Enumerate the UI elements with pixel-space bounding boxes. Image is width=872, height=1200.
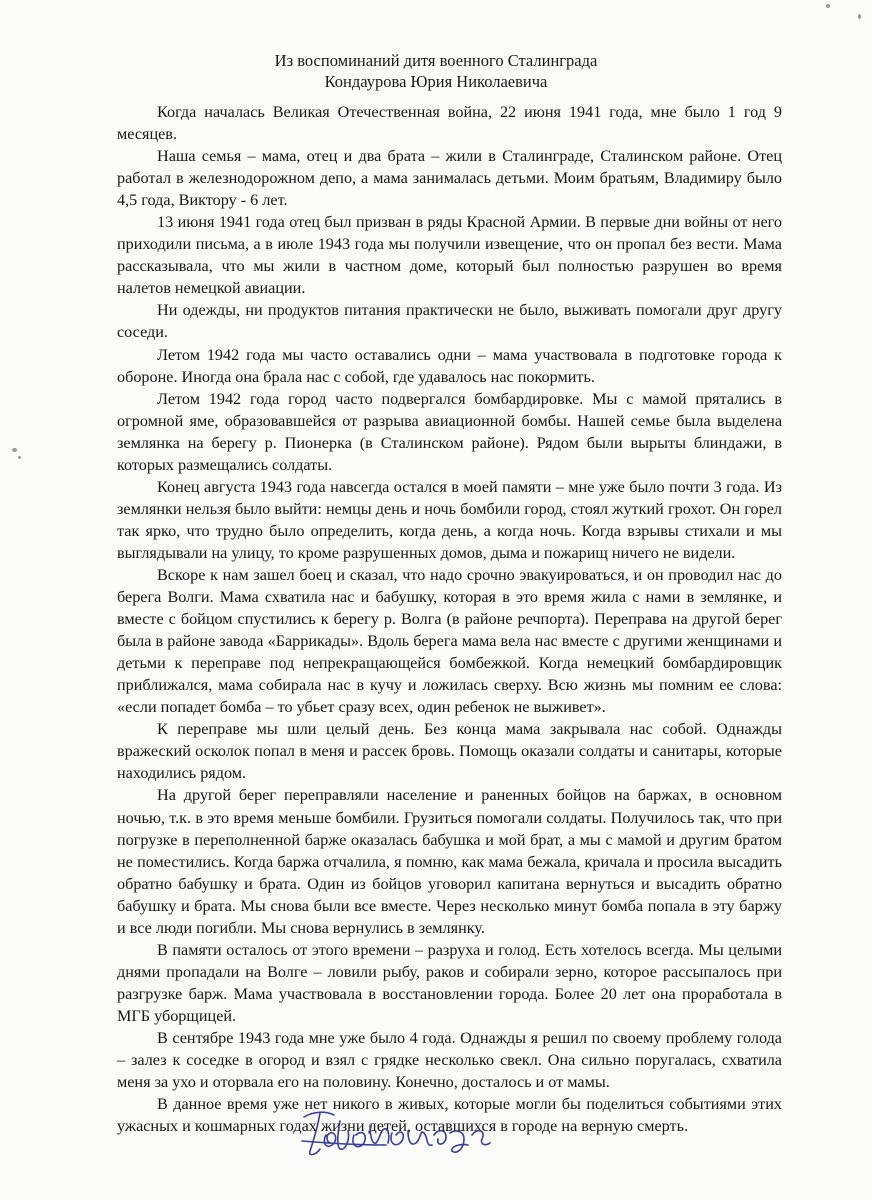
paragraph-9: К переправе мы шли целый день. Без конца мама закрывала нас собой. Однажды вражеский осколок попал в меня и рассек бровь. Помощь оказали солдаты и санитары, которые находились рядом. [117,720,782,783]
scan-speck [858,14,861,19]
scan-speck [18,456,21,459]
paragraph-1: Когда началась Великая Отечественная война, 22 июня 1941 года, мне было 1 год 9 месяцев. [117,103,782,144]
paragraph-8: Вскоре к нам зашел боец и сказал, что надо срочно эвакуироваться, и он проводил нас до берега Волги. Мама схватила нас и бабушку, которая в это время жила с нами в землянке, и вместе с бойцом спустились к берегу р. Волга (в районе речпорта). Переправа на другой берег была в районе завода «Баррикады». Вдоль берега мама вела нас вместе с другими женщинами и детьми к переправе под непрекращающейся бомбежкой. Когда немецкий бомбардировщик приближался, мама собирала нас в кучу и ложилась сверху. Всю жизнь мы помним ее слова: «если попадет бомба – то убьет сразу всех, один ребенок не выживет». [117,565,782,717]
paragraph-4: Ни одежды, ни продуктов питания практически не было, выживать помогали друг другу соседи. [117,301,782,342]
paragraph-2: Наша семья – мама, отец и два брата – жили в Сталинграде, Сталинском районе. Отец работал в железнодорожном депо, а мама занималась детьми. Моим братьям, Владимиру было 4,5 года, Виктору - 6 лет. [117,147,782,210]
scan-speck [12,448,17,452]
paragraph-6: Летом 1942 года город часто подвергался бомбардировке. Мы с мамой прятались в огромной яме, образовавшейся от разрыва авиационной бомбы. Нашей семье была выделена землянка на берегу р. Пионерка (в Сталинском районе). Рядом были вырыты блиндажи, в которых размещались солдаты. [117,389,782,474]
paragraph-13: В данное время уже нет никого в живых, которые могли бы поделиться событиями этих ужасных и кошмарных годах жизни детей, оставшихся в городе на верную смерть. [117,1095,782,1136]
paragraph-7: Конец августа 1943 года навсегда остался в моей памяти – мне уже было почти 3 года. Из землянки нельзя было выйти: немцы день и ночь бомбили город, стоял жуткий грохот. Он горел так ярко, что трудно было определить, когда день, а когда ночь. Когда взрывы стихали и мы выглядывали на улицу, то кроме разрушенных домов, дыма и пожарищ ничего не видели. [117,477,782,562]
title-line-2: Кондаурова Юрия Николаевича [324,72,548,91]
document-title [0,50,872,92]
handwritten-signature-icon [296,1105,496,1165]
paragraph-3: 13 июня 1941 года отец был призван в ряды Красной Армии. В первые дни войны от него приходили письма, а в июле 1943 года мы получили извещение, что он пропал без вести. Мама рассказывала, что мы жили в частном доме, который был полностью разрушен во время налетов немецкой авиации. [117,213,782,298]
paragraph-12: В сентябре 1943 года мне уже было 4 года. Однажды я решил по своему проблему голода – залез к соседке в огород и взял с грядке несколько свекл. Она сильно поругалась, схватила меня за ухо и оторвала его на половину. Конечно, досталось и от мамы. [117,1028,782,1092]
scan-speck [826,4,830,8]
paragraph-5: Летом 1942 года мы часто оставались одни – мама участвовала в подготовке города к обороне. Иногда она брала нас с собой, где удавалось нас покормить. [117,345,782,386]
document-body [117,101,782,1137]
paragraph-10: На другой берег переправляли население и раненных бойцов на баржах, в основном ночью, т.к. в это время меньше бомбили. Грузиться помогали солдаты. Получилось так, что при погрузке в переполненной барже оказалась бабушка и мой брат, а мы с мамой и другим братом не поместились. Когда баржа отчалила, я помню, как мама бежала, кричала и просила высадить обратно бабушку и брата. Один из бойцов уговорил капитана вернуться и высадить обратно бабушку и брата. Мы снова были все вместе. Через несколько минут бомба попала в эту баржу и все люди погибли. Мы снова вернулись в землянку. [117,786,782,937]
paragraph-11: В памяти осталось от этого времени – разруха и голод. Есть хотелось всегда. Мы целыми днями пропадали на Волге – ловили рыбу, раков и собирали зерно, которое рассыпалось при разгрузке барж. Мама участвовала в восстановлении города. Более 20 лет она проработала в МГБ уборщицей. [117,940,782,1025]
title-line-1: Из воспоминаний дитя военного Сталинграда [274,51,598,70]
